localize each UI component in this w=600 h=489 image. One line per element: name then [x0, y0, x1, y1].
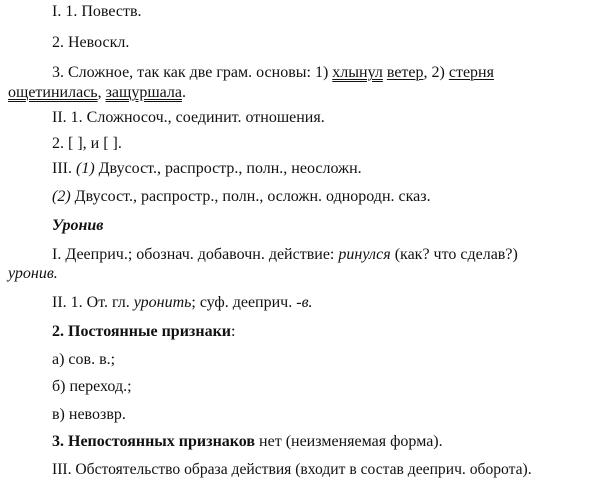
line-5: [52, 108, 325, 128]
line-12-mid: ; суф. дееприч.: [191, 294, 297, 311]
line-15: [52, 377, 132, 397]
line-12: [52, 293, 313, 313]
predicate-word-2: ощетинилась: [8, 84, 98, 101]
line-3: [52, 63, 494, 83]
clause-number-2: (2): [52, 188, 71, 205]
line-8: [52, 187, 431, 207]
line-4: [8, 83, 186, 103]
line-13: [52, 322, 235, 342]
line-13-post: :: [231, 323, 236, 340]
line-1-text: I. 1. Повеств.: [52, 3, 142, 20]
line-3-mid: , 2): [423, 64, 449, 81]
feature-b: б) переход.;: [52, 378, 132, 395]
line-10-pre: I. Дееприч.; обознач. добавочн. действие:: [52, 246, 339, 263]
line-18-text: III. Обстоятельство образа действия (входит в состав дееприч. оборота).: [52, 461, 532, 478]
line-11: [8, 264, 58, 284]
line-8-post: Двусост., распростр., полн., осложн. однородн. сказ.: [70, 188, 431, 205]
permanent-features-label: Постоянные признаки: [68, 323, 231, 340]
line-2-text: 2. Невоскл.: [52, 34, 130, 51]
feature-c: в) невозвр.: [52, 406, 126, 423]
line-14: [52, 350, 115, 370]
line-7-post: Двусост., распростр., полн., неосложн.: [94, 160, 362, 177]
subject-word: ветер: [386, 64, 424, 81]
verb-word: ринулся: [338, 246, 391, 263]
line-3-pre: 3. Сложное, так как две грам. основы: 1): [52, 64, 333, 81]
subject-word-2: стерня: [448, 64, 494, 81]
line-7: [52, 159, 362, 179]
line-2: [52, 33, 129, 53]
line-6: [52, 134, 122, 154]
line-7-pre: III.: [52, 160, 76, 177]
line-1: [52, 2, 142, 22]
suffix-text: -в.: [296, 294, 313, 311]
heading-text: Уронив: [52, 217, 104, 234]
line-12-pre: II. 1. От. гл.: [52, 294, 134, 311]
line-5-text: II. 1. Сложносоч., соединит. отношения.: [52, 109, 325, 126]
scheme-text: 2. [ ], и [ ].: [52, 135, 122, 152]
line-4-end: .: [181, 84, 186, 101]
line-18: [52, 460, 532, 480]
line-17: [52, 432, 443, 452]
infinitive-word: уронить: [133, 294, 192, 311]
line-10-post: (как? что сделав?): [390, 246, 518, 263]
section-heading: [52, 216, 103, 236]
line-16: [52, 405, 126, 425]
clause-number-1: (1): [75, 160, 95, 177]
line-4-sep: ,: [97, 84, 106, 101]
line-17-post: нет (неизменяемая форма).: [255, 433, 443, 450]
predicate-word: хлынул: [332, 64, 383, 81]
line-13-pre: 2.: [52, 323, 68, 340]
line-17-pre: 3.: [52, 433, 68, 450]
line-10: [52, 245, 518, 265]
feature-a: а) сов. в.;: [52, 351, 116, 368]
line-11-text: уронив.: [8, 265, 58, 282]
predicate-word-3: защуршала: [105, 84, 182, 101]
variable-features-label: Непостоянных признаков: [68, 433, 256, 450]
